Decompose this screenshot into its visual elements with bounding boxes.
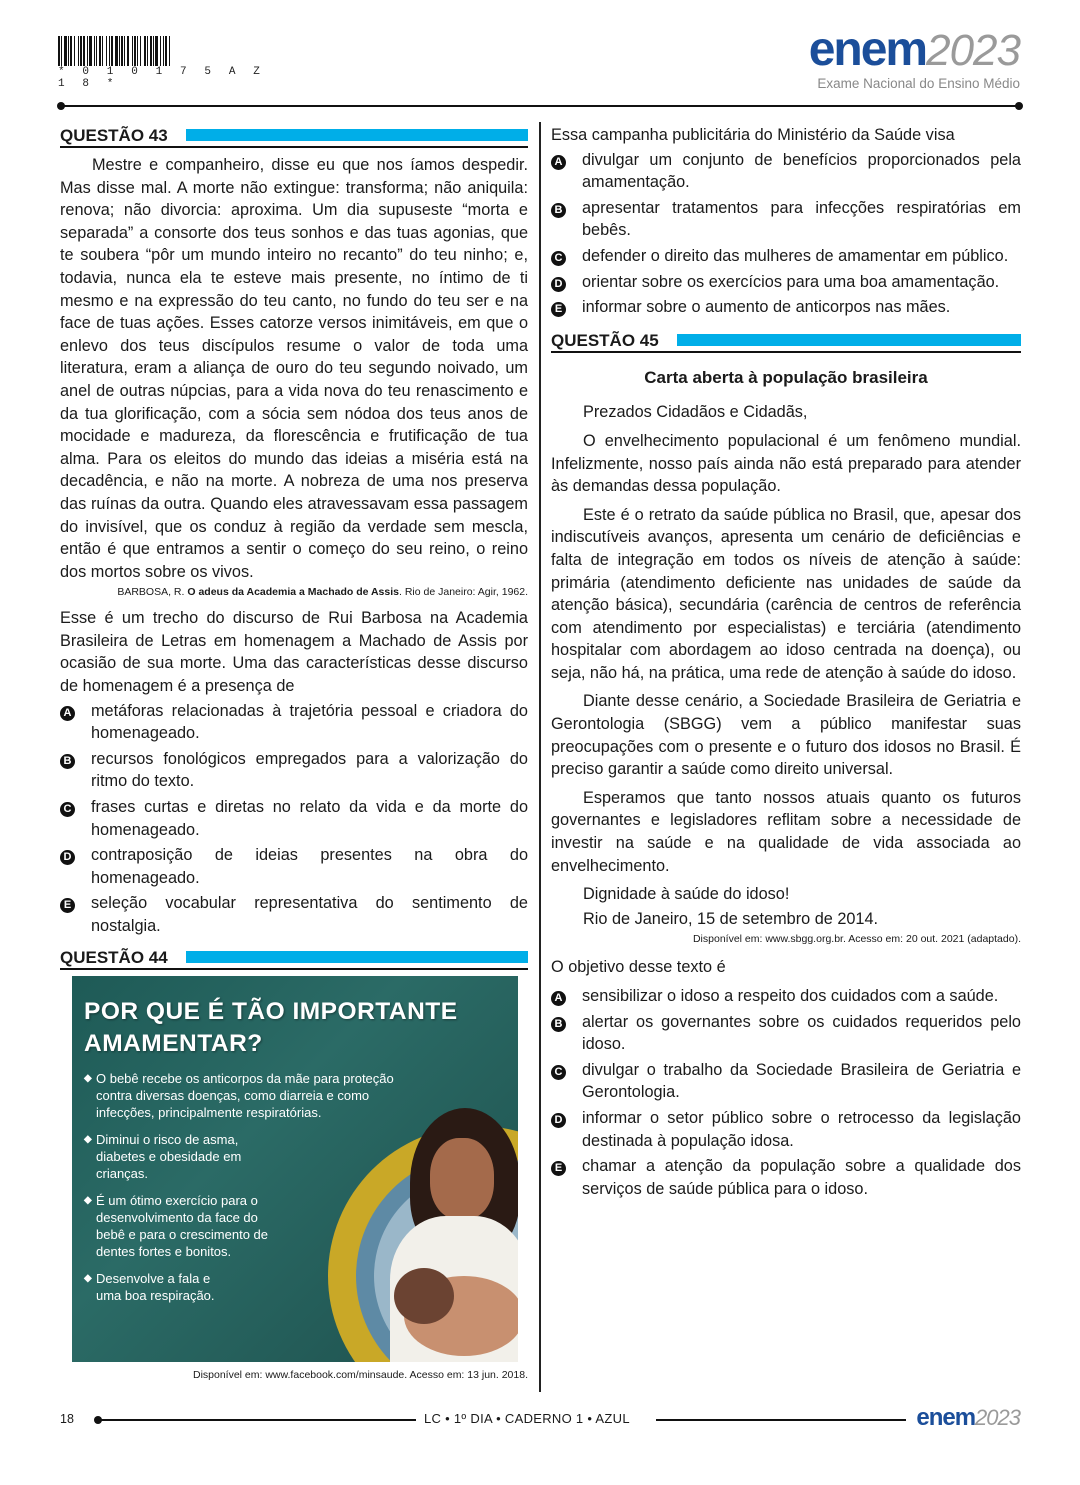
option-e[interactable] bbox=[551, 1155, 1021, 1200]
option-letter-d-icon: D bbox=[551, 277, 566, 292]
question-prompt: Essa campanha publicitária do Ministério da Saúde visa bbox=[551, 126, 955, 144]
option-letter-a-icon: A bbox=[60, 706, 75, 721]
question-title: QUESTÃO 43 bbox=[60, 126, 168, 145]
source-details: . Rio de Janeiro: Agir, 1962. bbox=[399, 586, 528, 599]
letter-title: Carta aberta à população brasileira bbox=[644, 367, 928, 387]
mother-face bbox=[430, 1138, 494, 1220]
option-letter-e-icon: E bbox=[551, 1161, 566, 1176]
option-c[interactable] bbox=[60, 796, 528, 841]
footer-enem-logo bbox=[916, 1406, 1020, 1430]
answer-options bbox=[551, 985, 1021, 1200]
column-divider bbox=[539, 122, 541, 1392]
option-text: defender o direito das mulheres de amamentar em público. bbox=[582, 246, 1009, 265]
option-letter-a-icon: A bbox=[551, 155, 566, 170]
image-source: Disponível em: www.facebook.com/minsaude. Acesso em: 13 jun. 2018. bbox=[192, 1368, 528, 1381]
question-header bbox=[60, 944, 528, 970]
logo-subtitle: Exame Nacional do Ensino Médio bbox=[817, 76, 1020, 91]
option-c[interactable] bbox=[551, 245, 1021, 268]
option-letter-c-icon: C bbox=[60, 802, 75, 817]
option-a[interactable] bbox=[551, 149, 1021, 194]
question-prompt: O objetivo desse texto é bbox=[551, 958, 726, 977]
passage-source bbox=[60, 585, 528, 599]
option-text: chamar a atenção da população sobre a qualidade dos serviços de saúde pública para o idoso. bbox=[582, 1157, 1021, 1198]
header-rule-dot-right bbox=[1015, 102, 1023, 110]
option-text: metáforas relacionadas à trajetória pessoal e criadora do homenageado. bbox=[91, 701, 528, 743]
letter-greeting: Prezados Cidadãos e Cidadãs, bbox=[583, 403, 808, 422]
logo-enem-text: enem bbox=[808, 23, 927, 76]
footer-rule-right bbox=[656, 1419, 906, 1421]
question-43 bbox=[60, 122, 528, 938]
option-e[interactable] bbox=[551, 296, 1021, 319]
option-d[interactable] bbox=[60, 844, 528, 889]
option-text: seleção vocabular representativa do sentimento de nostalgia. bbox=[91, 894, 528, 935]
question-title: QUESTÃO 45 bbox=[551, 330, 659, 350]
option-text: divulgar o trabalho da Sociedade Brasileira de Geriatria e Gerontologia. bbox=[582, 1060, 1021, 1102]
option-text: contraposição de ideias presentes na obra do homenageado. bbox=[91, 846, 528, 887]
option-letter-b-icon: B bbox=[551, 1017, 566, 1032]
accent-bar bbox=[186, 951, 528, 963]
letter-paragraph: Esperamos que tanto nossos atuais quanto os futuros governantes e legisladores reflitam sobre a necessidade de investir na saúde e na qualidade de vida associada ao envelhecimento. bbox=[551, 788, 1021, 875]
letter-paragraph: O envelhecimento populacional é um fenômeno mundial. Infelizmente, nosso país ainda não está preparado para atender às demandas dessa população. bbox=[551, 431, 1021, 496]
option-b[interactable] bbox=[60, 748, 528, 793]
option-letter-c-icon: C bbox=[551, 1065, 566, 1080]
campaign-image bbox=[72, 976, 518, 1362]
right-column bbox=[551, 122, 1021, 1203]
source-title: O adeus da Academia a Machado de Assis bbox=[187, 586, 399, 599]
letter-paragraph: Diante desse cenário, a Sociedade Brasileira de Geriatria e Gerontologia (SBGG) vem a público manifestar suas preocupações com o presente e o futuro dos idosos no Brasil. É preciso garantir a saúde como direito universal. bbox=[551, 692, 1021, 779]
campaign-bullet: ◆ Desenvolve a fala e uma boa respiração. bbox=[84, 1270, 215, 1303]
footer-rule-left bbox=[98, 1419, 416, 1421]
option-text: apresentar tratamentos para infecções respiratórias em bebês. bbox=[582, 198, 1021, 240]
question-45 bbox=[551, 327, 1021, 1201]
answer-options bbox=[60, 700, 528, 938]
header-rule bbox=[60, 105, 1020, 107]
diamond-bullet-icon: ◆ bbox=[84, 1194, 92, 1206]
option-c[interactable] bbox=[551, 1059, 1021, 1104]
option-letter-b-icon: B bbox=[60, 754, 75, 769]
campaign-title: POR QUE É TÃO IMPORTANTE AMAMENTAR? bbox=[84, 997, 458, 1057]
baby-head bbox=[394, 1268, 454, 1324]
option-letter-c-icon: C bbox=[551, 251, 566, 266]
option-letter-d-icon: D bbox=[60, 850, 75, 865]
option-text: orientar sobre os exercícios para uma boa amamentação. bbox=[582, 272, 1000, 291]
option-letter-e-icon: E bbox=[60, 898, 75, 913]
question-44 bbox=[60, 944, 528, 1382]
page-number: 18 bbox=[60, 1412, 74, 1426]
footer-logo-year: 2023 bbox=[975, 1405, 1020, 1430]
passage-text: Mestre e companheiro, disse eu que nos íamos despedir. Mas disse mal. A morte não extingue: transforma; não aniquila: renova; não divorcia: aproxima. Um dia supuseste “morta e separada” a consorte dos teus sonhos e das tuas agonias, que te soubera “pôr um mundo inteiro no recanto” do teu ninho; e, todavia, nunca ela te esteve mais presente, no íntimo de ti mesmo e na expressão do teu canto, no fundo do teu ser e na face de tuas ações. Esses catorze versos inimitáveis, em que o enlevo dos teus discípulos resume o valor de toda uma literatura, eram a aliança de ouro do teu segundo noivado, um anel de outras núpcias, para a vida nova do teu renascimento e da tua glorificação, com a sócia sem nódoa dos teus anos de mocidade e madureza, da florescência e frutificação de tua alma. Para os eleitos do mundo das ideias a miséria está na decadência, e não na morte. A nobreza de uma nos preserva das ruínas da outra. Quando eles atravessavam essa passagem do invisível, que os conduz à região da verdade sem mescla, então é que entramos a sentir o começo do seu reino, o reino dos mortos sobre os vivos. bbox=[60, 156, 528, 581]
diamond-bullet-icon: ◆ bbox=[84, 1072, 92, 1084]
option-text: informar sobre o aumento de anticorpos nas mães. bbox=[582, 298, 951, 317]
option-text: divulgar um conjunto de benefícios proporcionados pela amamentação. bbox=[582, 150, 1021, 192]
option-letter-a-icon: A bbox=[551, 991, 566, 1006]
question-44-continued bbox=[551, 124, 1021, 319]
option-letter-d-icon: D bbox=[551, 1113, 566, 1128]
booklet-info: LC • 1º DIA • CADERNO 1 • AZUL bbox=[424, 1411, 630, 1426]
option-text: alertar os governantes sobre os cuidados requeridos pelo idoso. bbox=[582, 1012, 1021, 1054]
answer-options bbox=[551, 149, 1021, 319]
diamond-bullet-icon: ◆ bbox=[84, 1272, 92, 1284]
logo-year-text: 2023 bbox=[926, 26, 1020, 75]
option-text: informar o setor público sobre o retrocesso da legislação destinada à população idosa. bbox=[582, 1108, 1021, 1150]
enem-logo bbox=[808, 23, 1020, 91]
left-column bbox=[60, 122, 528, 1390]
option-text: sensibilizar o idoso a respeito dos cuidados com a saúde. bbox=[582, 987, 999, 1005]
diamond-bullet-icon: ◆ bbox=[84, 1133, 92, 1145]
page-footer bbox=[0, 1404, 1080, 1432]
campaign-bullet: ◆ É um ótimo exercício para o desenvolvimento da face do bebê e para o crescimento de dentes fortes e bonitos. bbox=[84, 1192, 268, 1259]
option-text: recursos fonológicos empregados para a valorização do ritmo do texto. bbox=[91, 749, 528, 791]
accent-bar bbox=[186, 129, 528, 141]
option-text: frases curtas e diretas no relato da vida e da morte do homenageado. bbox=[91, 798, 528, 839]
accent-bar bbox=[677, 334, 1021, 346]
option-a[interactable] bbox=[551, 985, 1021, 1008]
option-b[interactable] bbox=[551, 1011, 1021, 1056]
campaign-benefits-list bbox=[84, 1070, 394, 1314]
option-letter-e-icon: E bbox=[551, 302, 566, 317]
question-prompt: Esse é um trecho do discurso de Rui Barbosa na Academia Brasileira de Letras em homenagem a Machado de Assis por ocasião de sua morte. Uma das características desse discurso de homenagem é a presença de bbox=[60, 609, 528, 696]
source-author: BARBOSA, R. bbox=[117, 586, 188, 599]
option-d[interactable] bbox=[551, 1107, 1021, 1152]
option-e[interactable] bbox=[60, 892, 528, 937]
letter-paragraph: Este é o retrato da saúde pública no Brasil, que, apesar dos indiscutíveis avanços, apresenta um cenário de deficiências e falta de integração em todos os níveis de atenção à saúde: primária (atendimento deficiente nas unidades de saúde da atenção básica), secundária (carência de centros de referência com atendimento por especialistas) e terciária (atendimento hospitalar com abordagem ao idoso centrada na doença), ou seja, não há, na prática, uma rede de atenção à saúde do idoso. bbox=[551, 505, 1021, 682]
footer-logo-enem: enem bbox=[916, 1404, 976, 1431]
campaign-bullet: ◆ Diminui o risco de asma, diabetes e obesidade em crianças. bbox=[84, 1131, 242, 1181]
question-header bbox=[60, 122, 528, 148]
option-a[interactable] bbox=[60, 700, 528, 745]
option-d[interactable] bbox=[551, 271, 1021, 294]
campaign-bullet: ◆ O bebê recebe os anticorpos da mãe para proteção contra diversas doenças, como diarreia e como infecções, principalmente respiratórias. bbox=[84, 1070, 394, 1120]
barcode-text: * 0 1 0 1 7 5 A Z 1 8 * bbox=[58, 66, 266, 90]
option-letter-b-icon: B bbox=[551, 203, 566, 218]
letter-closing: Dignidade à saúde do idoso! bbox=[583, 885, 790, 904]
question-header bbox=[551, 327, 1021, 353]
header-rule-dot-left bbox=[57, 102, 65, 110]
barcode bbox=[58, 36, 278, 66]
option-b[interactable] bbox=[551, 197, 1021, 242]
question-title: QUESTÃO 44 bbox=[60, 947, 168, 967]
letter-source: Disponível em: www.sbgg.org.br. Acesso em: 20 out. 2021 (adaptado). bbox=[692, 933, 1021, 946]
letter-place-date: Rio de Janeiro, 15 de setembro de 2014. bbox=[583, 909, 879, 928]
